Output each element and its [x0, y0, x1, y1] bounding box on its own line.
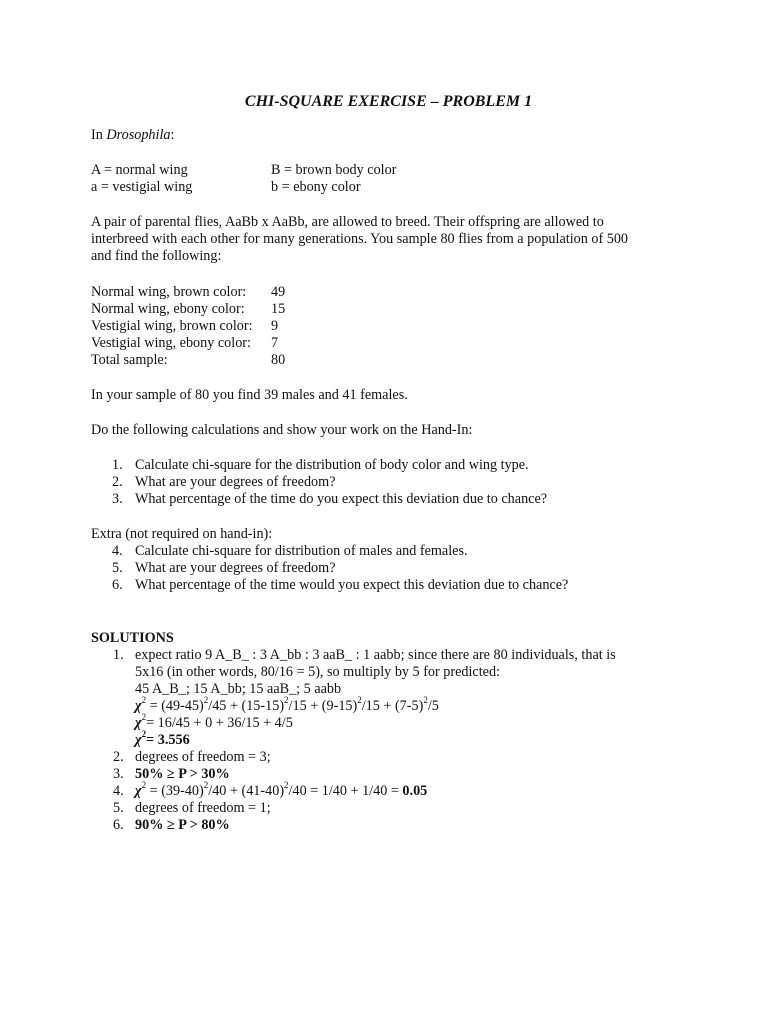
item-number: 3. [112, 491, 123, 507]
list-item [91, 474, 691, 491]
superscript: 2 [284, 695, 289, 706]
organism-name: Drosophila [106, 127, 171, 143]
list-item [91, 560, 691, 577]
superscript: 2 [141, 695, 147, 706]
sex-sentence: In your sample of 80 you find 39 males and 41 females. [91, 387, 408, 403]
equation-part: /40 + (41-40) [208, 783, 285, 799]
solution-text: degrees of freedom = 3; [135, 749, 271, 765]
page-title: CHI-SQUARE EXERCISE – PROBLEM 1 [244, 93, 533, 110]
item-number: 3. [113, 766, 124, 782]
solution-item [91, 749, 691, 766]
equation-part: = (49-45) [146, 698, 204, 714]
extra-label: Extra (not required on hand-in): [91, 526, 273, 542]
item-text: Calculate chi-square for the distribution of body color and wing type. [135, 457, 529, 473]
item-number: 6. [113, 817, 124, 833]
item-number: 5. [113, 800, 124, 816]
solution-text: 90% ≥ P > 80% [135, 817, 230, 833]
superscript: 2 [203, 695, 209, 706]
item-number: 6. [112, 577, 123, 593]
observation-row [91, 352, 691, 369]
allele-left: A = normal wing [91, 162, 188, 178]
allele-left: a = vestigial wing [91, 179, 193, 195]
observation-value: 15 [271, 301, 286, 317]
equation-part: /45 + (15-15) [208, 698, 285, 714]
intro-line [91, 127, 691, 144]
intro-suffix: : [170, 127, 175, 143]
superscript: 2 [141, 729, 147, 740]
observation-row [91, 335, 691, 352]
solution-text: 50% ≥ P > 30% [135, 766, 230, 782]
item-number: 4. [113, 783, 124, 799]
equation-part: = 16/45 + 0 + 36/15 + 4/5 [146, 715, 293, 731]
observation-label: Total sample: [91, 352, 168, 368]
chi-square-equation [135, 712, 691, 732]
solution-item [91, 766, 691, 783]
observation-label: Vestigial wing, ebony color: [91, 335, 251, 351]
solution-item [91, 800, 691, 817]
equation-part: = 3.556 [146, 732, 190, 748]
paragraph-line: interbreed with each other for many generations. You sample 80 flies from a population of 500 [91, 231, 629, 247]
item-number: 1. [112, 457, 123, 473]
equation-part: /15 + (7-5) [361, 698, 424, 714]
allele-table [91, 162, 691, 196]
document-page [91, 0, 731, 1024]
item-text: What percentage of the time would you expect this deviation due to chance? [135, 577, 569, 593]
list-item [91, 543, 691, 560]
superscript: 2 [423, 695, 428, 706]
list-item [91, 577, 691, 594]
observation-value: 9 [271, 318, 279, 334]
item-number: 1. [113, 647, 124, 663]
observation-row [91, 284, 691, 301]
observation-table [91, 284, 691, 369]
allele-right: b = ebony color [271, 179, 361, 195]
item-text: What are your degrees of freedom? [135, 560, 336, 576]
allele-row [91, 179, 691, 196]
instructions: Do the following calculations and show your work on the Hand-In: [91, 422, 473, 438]
chi-square-result [135, 729, 691, 749]
observation-row [91, 301, 691, 318]
item-number: 2. [112, 474, 123, 490]
list-item [91, 491, 691, 508]
solution-item [91, 647, 691, 749]
chi-symbol: χ [135, 698, 142, 714]
paragraph-line: and find the following: [91, 248, 222, 264]
observation-row [91, 318, 691, 335]
solution-item [91, 780, 691, 800]
question-list [91, 457, 691, 508]
observation-value: 49 [271, 284, 286, 300]
chi-symbol: χ [135, 715, 142, 731]
item-number: 2. [113, 749, 124, 765]
observation-value: 7 [271, 335, 279, 351]
solution-text: expect ratio 9 A_B_ : 3 A_bb : 3 aaB_ : 1 aabb; since there are 80 individuals, that is [135, 647, 616, 663]
item-number: 4. [112, 543, 123, 559]
item-text: Calculate chi-square for distribution of males and females. [135, 543, 468, 559]
setup-paragraph [91, 214, 691, 265]
observation-value: 80 [271, 352, 286, 368]
intro-prefix: In [91, 127, 107, 143]
observation-label: Vestigial wing, brown color: [91, 318, 253, 334]
paragraph-line: A pair of parental flies, AaBb x AaBb, are allowed to breed. Their offspring are allowed to [91, 214, 604, 230]
solution-text: 5x16 (in other words, 80/16 = 5), so multiply by 5 for predicted: [135, 664, 501, 680]
chi-square-equation [135, 695, 691, 715]
superscript: 2 [203, 780, 209, 791]
allele-row [91, 162, 691, 179]
solution-text: 45 A_B_; 15 A_bb; 15 aaB_; 5 aabb [135, 681, 342, 697]
solutions-heading: SOLUTIONS [91, 630, 174, 646]
equation-part: /15 + (9-15) [288, 698, 358, 714]
chi-symbol: χ [135, 732, 142, 748]
solution-item [91, 817, 691, 834]
item-text: What percentage of the time do you expect this deviation due to chance? [135, 491, 548, 507]
item-number: 5. [112, 560, 123, 576]
superscript: 2 [141, 780, 147, 791]
superscript: 2 [141, 712, 147, 723]
equation-part: /5 [427, 698, 439, 714]
allele-right: B = brown body color [271, 162, 397, 178]
solutions-list [91, 647, 691, 834]
item-text: What are your degrees of freedom? [135, 474, 336, 490]
equation-part: /40 = 1/40 + 1/40 = [288, 783, 403, 799]
superscript: 2 [284, 780, 289, 791]
solution-text: degrees of freedom = 1; [135, 800, 271, 816]
equation-result: 0.05 [402, 783, 428, 799]
extra-question-list [91, 543, 691, 594]
observation-label: Normal wing, brown color: [91, 284, 247, 300]
list-item [91, 457, 691, 474]
observation-label: Normal wing, ebony color: [91, 301, 245, 317]
superscript: 2 [357, 695, 362, 706]
equation-part: = (39-40) [146, 783, 204, 799]
chi-symbol: χ [135, 783, 142, 799]
